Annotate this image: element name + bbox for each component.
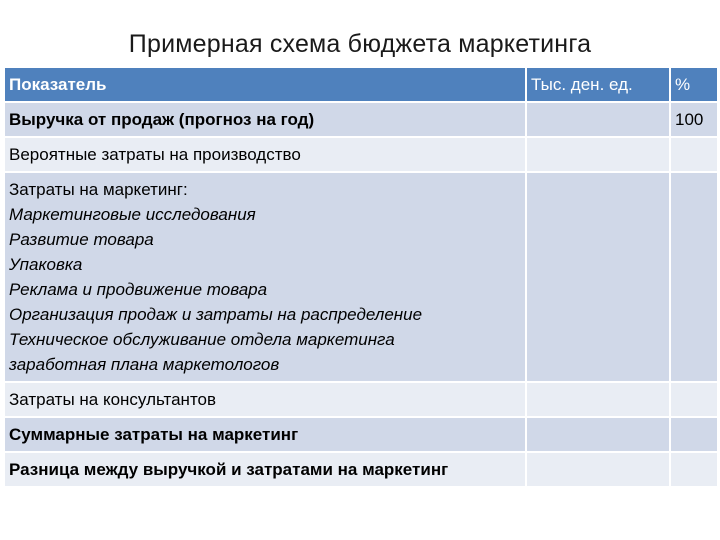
row-marketing-costs xyxy=(4,172,526,382)
marketing-item-research: Маркетинговые исследования xyxy=(9,205,256,224)
cell-marketing-thousands xyxy=(526,172,670,382)
marketing-item-packaging: Упаковка xyxy=(9,255,83,274)
row-label-consultants: Затраты на консультантов xyxy=(4,382,526,417)
marketing-item-salary: заработная плана маркетологов xyxy=(9,355,280,374)
table-row xyxy=(4,417,718,452)
page-title: Примерная схема бюджета маркетинга xyxy=(128,30,592,58)
table-row xyxy=(4,137,718,172)
cell-production-percent xyxy=(670,137,718,172)
cell-consultants-thousands xyxy=(526,382,670,417)
cell-difference-percent xyxy=(670,452,718,487)
row-label-revenue: Выручка от продаж (прогноз на год) xyxy=(4,102,526,137)
cell-total-thousands xyxy=(526,417,670,452)
table-row xyxy=(4,382,718,417)
cell-production-thousands xyxy=(526,137,670,172)
cell-difference-thousands xyxy=(526,452,670,487)
budget-table xyxy=(3,66,719,488)
column-header-indicator: Показатель xyxy=(4,67,526,102)
table-row xyxy=(4,102,718,137)
row-label-total: Суммарные затраты на маркетинг xyxy=(4,417,526,452)
marketing-item-advertising: Реклама и продвижение товара xyxy=(9,280,268,299)
table-row xyxy=(4,172,718,382)
column-header-thousands: Тыс. ден. ед. xyxy=(526,67,670,102)
table-header-row xyxy=(4,67,718,102)
row-label-marketing: Затраты на маркетинг: xyxy=(9,180,188,199)
row-label-difference: Разница между выручкой и затратами на маркетинг xyxy=(4,452,526,487)
cell-marketing-percent xyxy=(670,172,718,382)
cell-revenue-percent: 100 xyxy=(670,102,718,137)
column-header-percent: % xyxy=(670,67,718,102)
marketing-item-product-development: Развитие товара xyxy=(9,230,154,249)
marketing-item-department-maintenance: Техническое обслуживание отдела маркетинга xyxy=(9,330,395,349)
cell-total-percent xyxy=(670,417,718,452)
row-label-production: Вероятные затраты на производство xyxy=(4,137,526,172)
cell-consultants-percent xyxy=(670,382,718,417)
marketing-item-sales-distribution: Организация продаж и затраты на распределение xyxy=(9,305,423,324)
cell-revenue-thousands xyxy=(526,102,670,137)
table-row xyxy=(4,452,718,487)
